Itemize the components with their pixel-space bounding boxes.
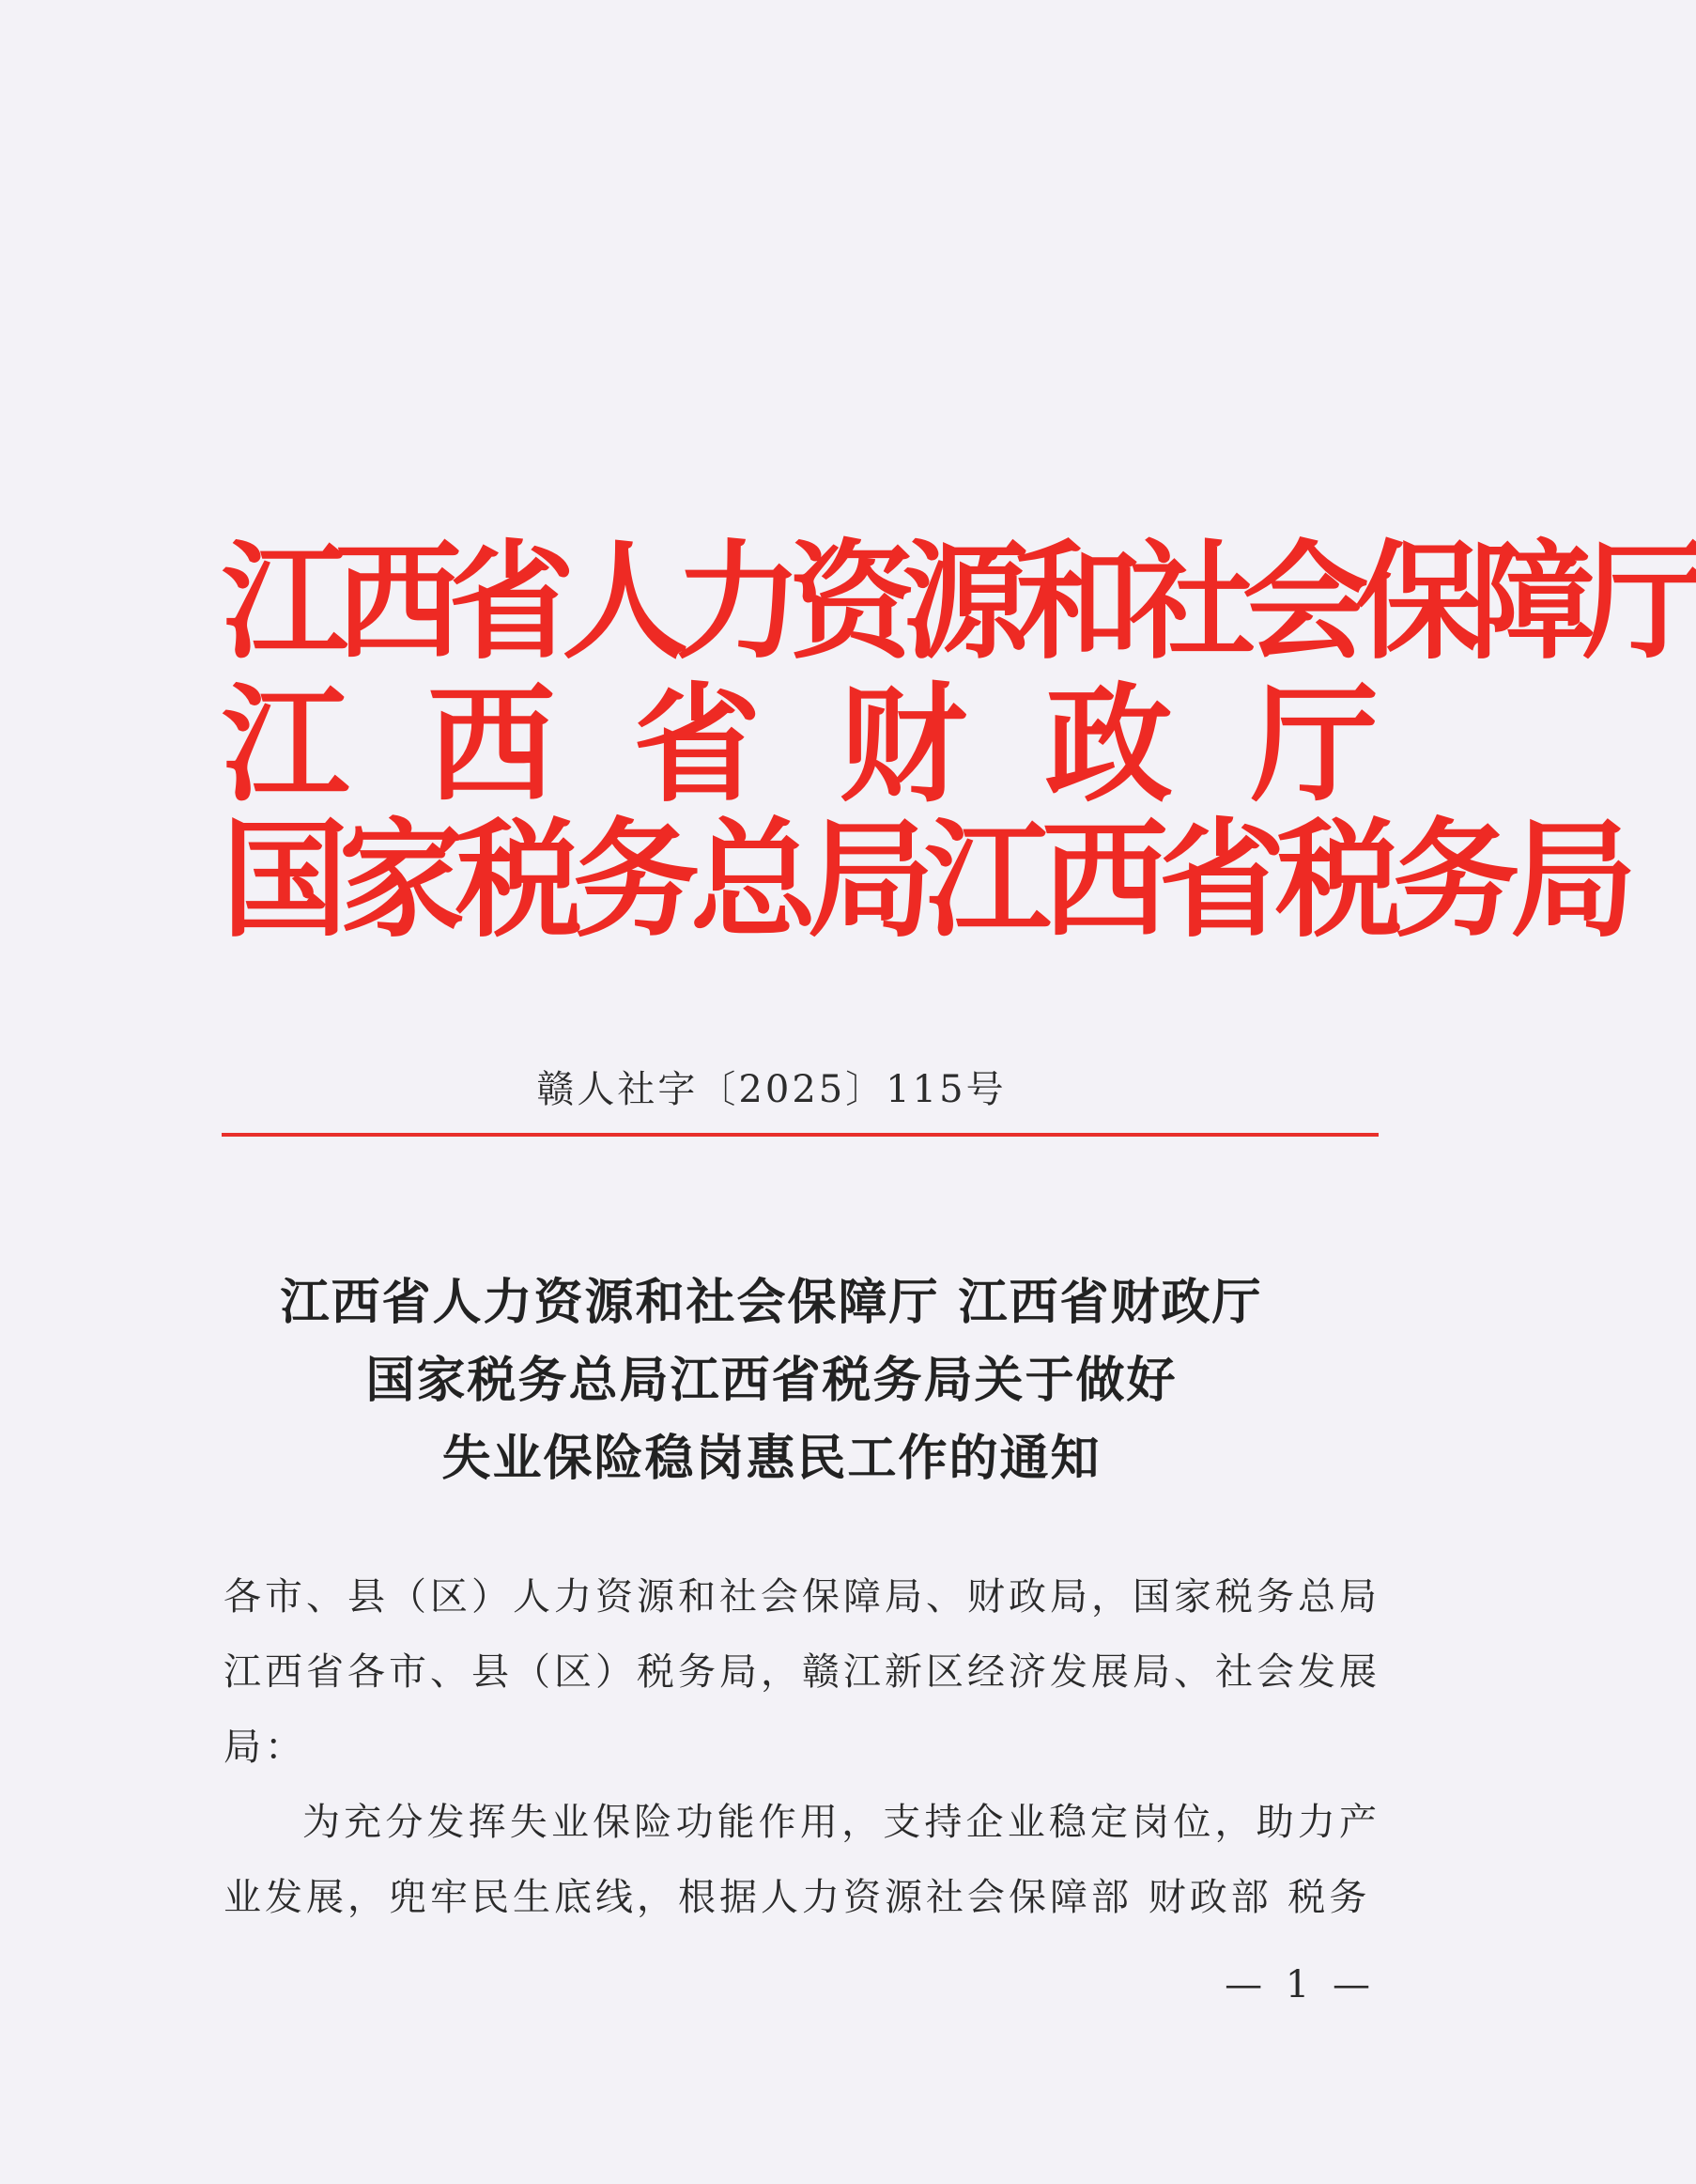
addressee-paragraph: 各市、县（区）人力资源和社会保障局、财政局，国家税务总局江西省各市、县（区）税务局，赣江新区经济发展局、社会发展局： [224, 1575, 1380, 1769]
document-number: 赣人社字〔2025〕115号 [536, 1068, 1007, 1111]
body-paragraph-1: 为充分发挥失业保险功能作用，支持企业稳定岗位，助力产业发展，兜牢民生底线，根据人力资源社会保障部 财政部 税务 [224, 1801, 1380, 1919]
page-number: — 1 — [1225, 1963, 1376, 2006]
issuer-line-2: 江 西 省 财 政 厅 [222, 670, 1379, 820]
issuer-line-3: 国家税务总局江西省税务局 [222, 805, 1627, 955]
title-line-2: 国家税务总局江西省税务局关于做好 [365, 1352, 1178, 1409]
title-line-3: 失业保险稳岗惠民工作的通知 [441, 1430, 1102, 1487]
issuer-line-1: 江西省人力资源和社会保障厅 [222, 527, 1696, 677]
red-divider-rule [222, 1133, 1379, 1137]
title-line-1: 江西省人力资源和社会保障厅 江西省财政厅 [280, 1274, 1263, 1331]
